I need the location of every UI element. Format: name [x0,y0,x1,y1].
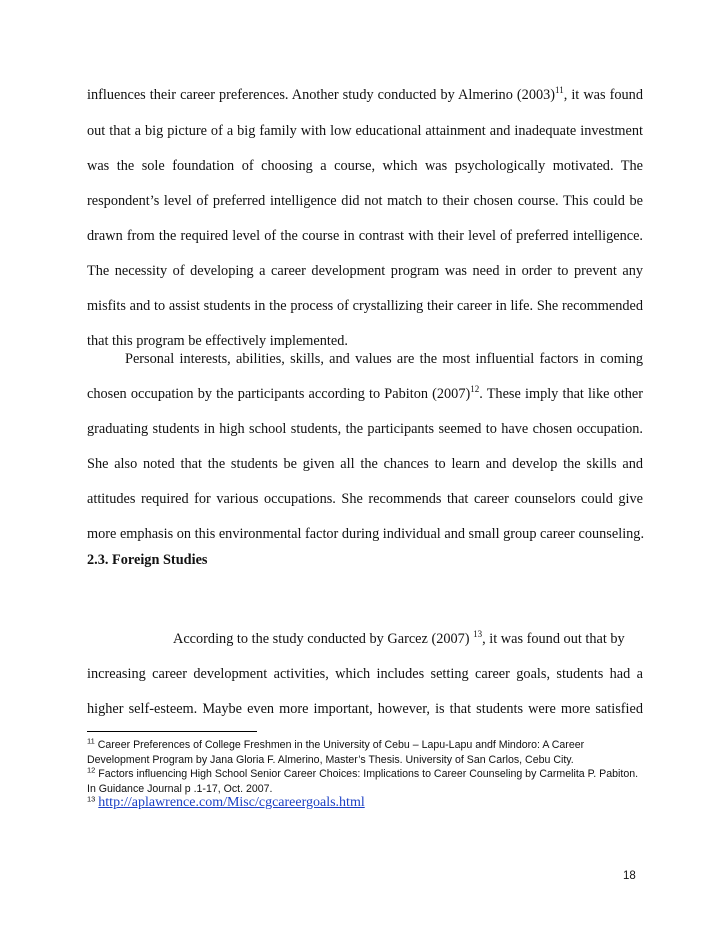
footnote-11: $^{11}$ Career Preferences of College Freshmen in the University of Cebu – Lapu-Lapu andf Mindoro: A Career Development Program by Jana Gloria F. Almerino, Master’s Thesis. University of San Carlos, Cebu City. [87,736,585,766]
text-line: higher self-esteem. Maybe even more important, however, is that students were more satisfied [87,701,643,717]
footnote-13: $^{13}$ http://aplawrence.com/Misc/cgcareergoals.html [87,794,365,810]
text-line: drawn from the required level of the course in contrast with their level of preferred intelligence. [87,228,643,244]
text-line: that this program be effectively implemented. [87,333,348,349]
text-line: She also noted that the students be given all the chances to learn and develop the skills and [87,456,643,472]
text-line: attitudes required for various occupations. She recommends that career counselors could give [87,491,643,507]
footnotes [87,738,647,811]
footnote-12: $^{12}$ Factors influencing High School Senior Career Choices: Implications to Career Counseling by Carmelita P. Pabiton. In Guidance Journal p .1-17, Oct. 2007. [87,765,639,795]
text-line: chosen occupation by the participants according to Pabiton $(2007)^{12}$. These imply that like other [87,384,643,402]
text-line: more emphasis on this environmental factor during individual and small group career counseling. [87,526,645,542]
text-line: influences their career preferences. Another study conducted by Almerino $(2003)^{11}$, it was found [87,85,643,103]
text-line: Personal interests, abilities, skills, and values are the most influential factors in coming [125,351,643,367]
footnote-separator [87,731,257,732]
footnote-ref: 12 [470,384,480,395]
text-line: misfits and to assist students in the process of crystallizing their career in life. She recommended [87,298,643,314]
text-line: out that a big picture of a big family with low educational attainment and inadequate investment [87,123,643,139]
text-line: The necessity of developing a career development program was need in order to prevent any [87,263,643,279]
section-heading: 2.3. Foreign Studies [87,552,208,568]
text-line: According to the study conducted by Garcez (2007) $^{13}$, it was found out that by [173,629,625,647]
footnote-link[interactable]: http://aplawrence.com/Misc/cgcareergoals.html [98,795,365,810]
text-line: was the sole foundation of choosing a course, which was psychologically motivated. The [87,158,643,174]
text-line: increasing career development activities, which includes setting career goals, students had a [87,666,643,682]
footnote-ref: 11 [555,85,564,96]
page-number: 18 [623,870,636,882]
footnote-ref: 13 [473,629,483,640]
text-line: respondent’s level of preferred intelligence did not match to their chosen course. This could be [87,193,643,209]
text-line: graduating students in high school students, the participants seemed to have chosen occupation. [87,421,643,437]
